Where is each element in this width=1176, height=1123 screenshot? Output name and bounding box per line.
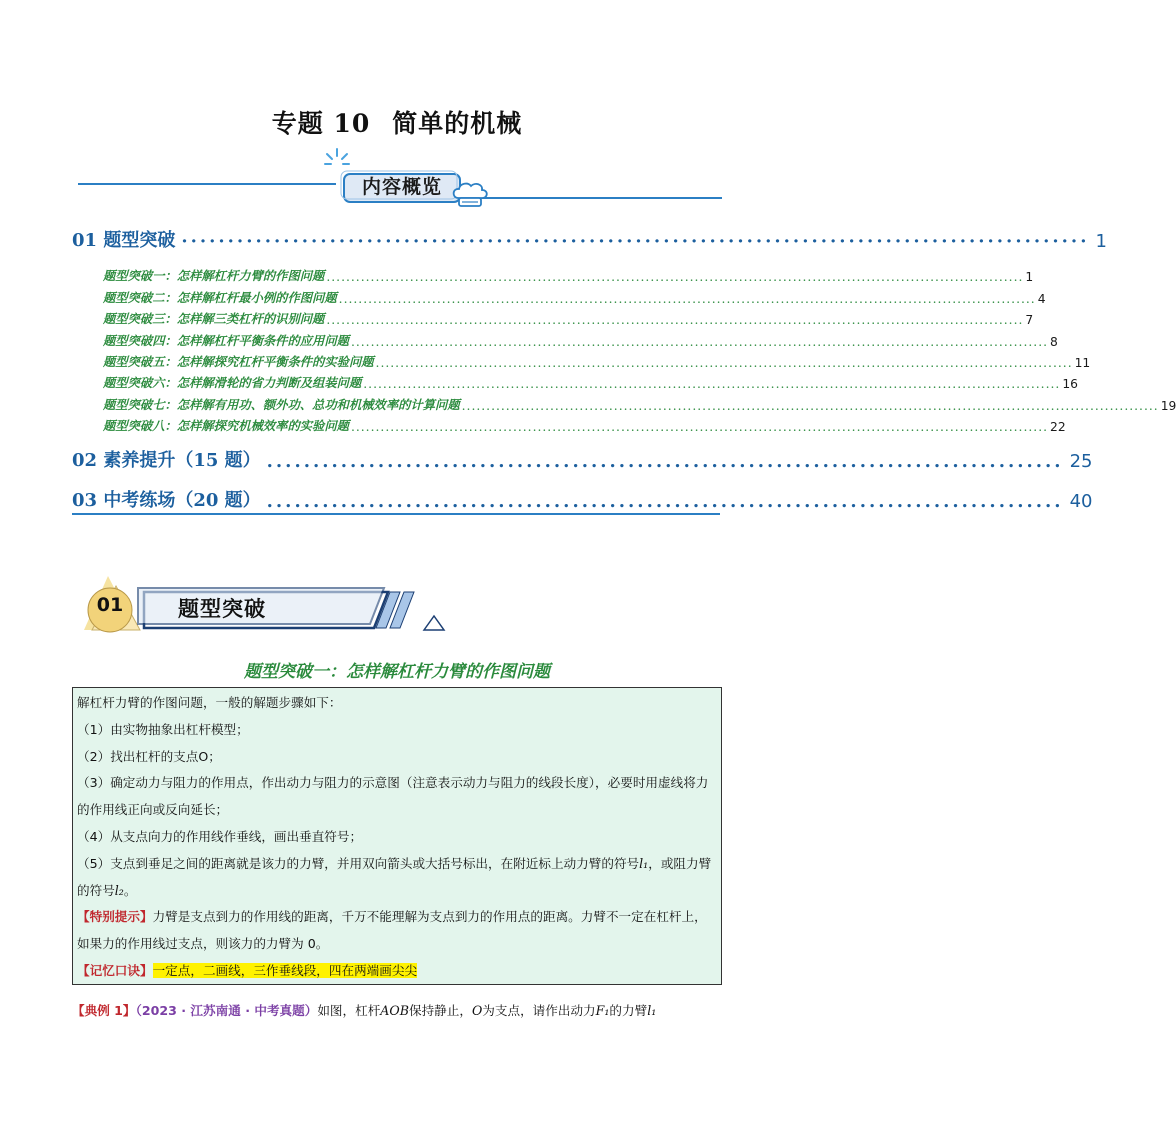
toc-sub-page: 4 [1037,292,1046,306]
toc-sub-entry-5[interactable] [103,352,1091,370]
title-topic-name: 简单的机械 [392,109,523,138]
method-step-1: （1）由实物抽象出杠杆模型； [77,721,249,737]
toc-sub-page: 19 [1160,399,1176,413]
toc-sub-label: 题型突破一：怎样解杠杆力臂的作图问题 [103,268,325,283]
toc-sub-entry-3[interactable] [103,309,1034,327]
method-step-2: （2）找出杠杆的支点O； [77,748,221,764]
toc-entry-page: 25 [1069,451,1093,472]
overview-line-right [458,197,722,199]
example-1: 【典例 1】（2023 · 江苏南通 · 中考真题）如图，杠杆AOB保持静止，O为支点，请作出动力F₁的力臂l₁ [72,1003,657,1018]
example-tag: 【典例 1】 [72,1003,136,1018]
tip-text: 力臂是支点到力的作用线的距离，千万不能理解为支点到力的作用点的距离。力臂不一定在杠杆上，如果力的作用线过支点，则该力的力臂为 0。 [77,909,707,952]
toc-sub-page: 11 [1074,356,1091,370]
title-topic-number: 专题 10 [271,109,371,138]
toc-entry-03[interactable] [72,486,1093,512]
section-title: 题型突破 [178,597,266,621]
overview-line-left [78,183,336,185]
toc-entry-label: 02 素养提升（15 题） [72,450,261,471]
toc-sub-entry-8[interactable] [103,416,1066,434]
section-number: 01 [96,594,124,616]
toc-leader-dots: .............................................................................................................................................. [461,399,1159,413]
toc-sub-page: 7 [1025,313,1034,327]
toc-entry-label: 01 题型突破 [72,230,176,251]
toc-sub-page: 16 [1062,377,1078,391]
toc-sub-entry-4[interactable] [103,331,1058,349]
toc-sub-label: 题型突破四：怎样解杠杆平衡条件的应用问题 [103,333,349,348]
overview-label: 内容概览 [361,176,442,198]
symbol-l2: l₂ [114,882,124,898]
method-intro: 解杠杆力臂的作图问题，一般的解题步骤如下： [77,695,342,710]
toc-leader-dots: .............................................................................................................................................. [326,270,1024,284]
toc-sub-page: 22 [1050,420,1066,434]
toc-sub-entry-2[interactable] [103,288,1046,306]
toc-entry-02[interactable] [72,446,1093,472]
toc-leader-dots: ...................................................................................... [266,491,1064,512]
tip-label: 【特别提示】 [77,909,153,925]
method-step-4: （4）从支点向力的作用线作垂线，画出垂直符号； [77,828,363,844]
toc-sub-entry-1[interactable] [103,266,1034,284]
method-box [72,687,722,985]
toc-leader-dots: .............................................................................................................................................. [363,377,1061,391]
memory-text: 一定点，二画线，三作垂线段，四在两端画尖尖 [152,962,418,978]
toc-entry-page: 1 [1095,231,1107,252]
toc-entry-page: 40 [1069,491,1093,512]
toc-leader-dots: .............................................................................................................................................. [375,356,1073,370]
chef-hat-icon [450,182,490,210]
special-tip [77,904,717,958]
toc-sub-label: 题型突破五：怎样解探究杠杆平衡条件的实验问题 [103,354,374,369]
memory-formula [77,958,717,985]
toc-sub-label: 题型突破六：怎样解滑轮的省力判断及组装问题 [103,375,362,390]
toc-sub-label: 题型突破三：怎样解三类杠杆的识别问题 [103,311,325,326]
toc-sub-entry-7[interactable] [103,395,1176,413]
toc-sub-label: 题型突破二：怎样解杠杆最小例的作图问题 [103,290,337,305]
toc-sub-label: 题型突破八：怎样解探究机械效率的实验问题 [103,418,349,433]
example-source: （2023 · 江苏南通 · 中考真题） [135,1003,318,1018]
toc-bottom-rule [72,513,720,515]
toc-entry-01[interactable] [72,226,1107,252]
toc-leader-dots: .............................................................................................................................................. [350,335,1049,349]
toc-leader-dots: .............................................................................................................................................. [350,420,1049,434]
toc-sub-page: 8 [1050,335,1058,349]
toc-leader-dots: .............................................................................................................................................. [338,292,1036,306]
toc-sub-label: 题型突破七：怎样解有用功、额外功、总功和机械效率的计算问题 [103,397,460,412]
toc-leader-dots: ·································································································· [181,231,1090,252]
toc-leader-dots: ...................................................................................... [266,451,1064,472]
method-step-5: （5）支点到垂足之间的距离就是该力的力臂，并用双向箭头或大括号标出，在附近标上动力臂的符号l₁，或阻力臂的符号l₂。 [77,855,712,898]
toc-entry-label: 03 中考练场（20 题） [72,490,261,511]
symbol-l1: l₁ [639,855,649,871]
toc-sub-entry-6[interactable] [103,373,1078,391]
toc-sub-page: 1 [1025,270,1034,284]
memory-label: 【记忆口诀】 [77,962,153,978]
subsection-heading: 题型突破一：怎样解杠杆力臂的作图问题 [244,662,550,682]
page-title [0,104,794,140]
toc-leader-dots: .............................................................................................................................................. [326,313,1024,327]
method-step-3: （3）确定动力与阻力的作用点，作出动力与阻力的示意图（注意表示动力与阻力的线段长度），必要时用虚线将力的作用线正向或反向延长； [77,775,709,818]
